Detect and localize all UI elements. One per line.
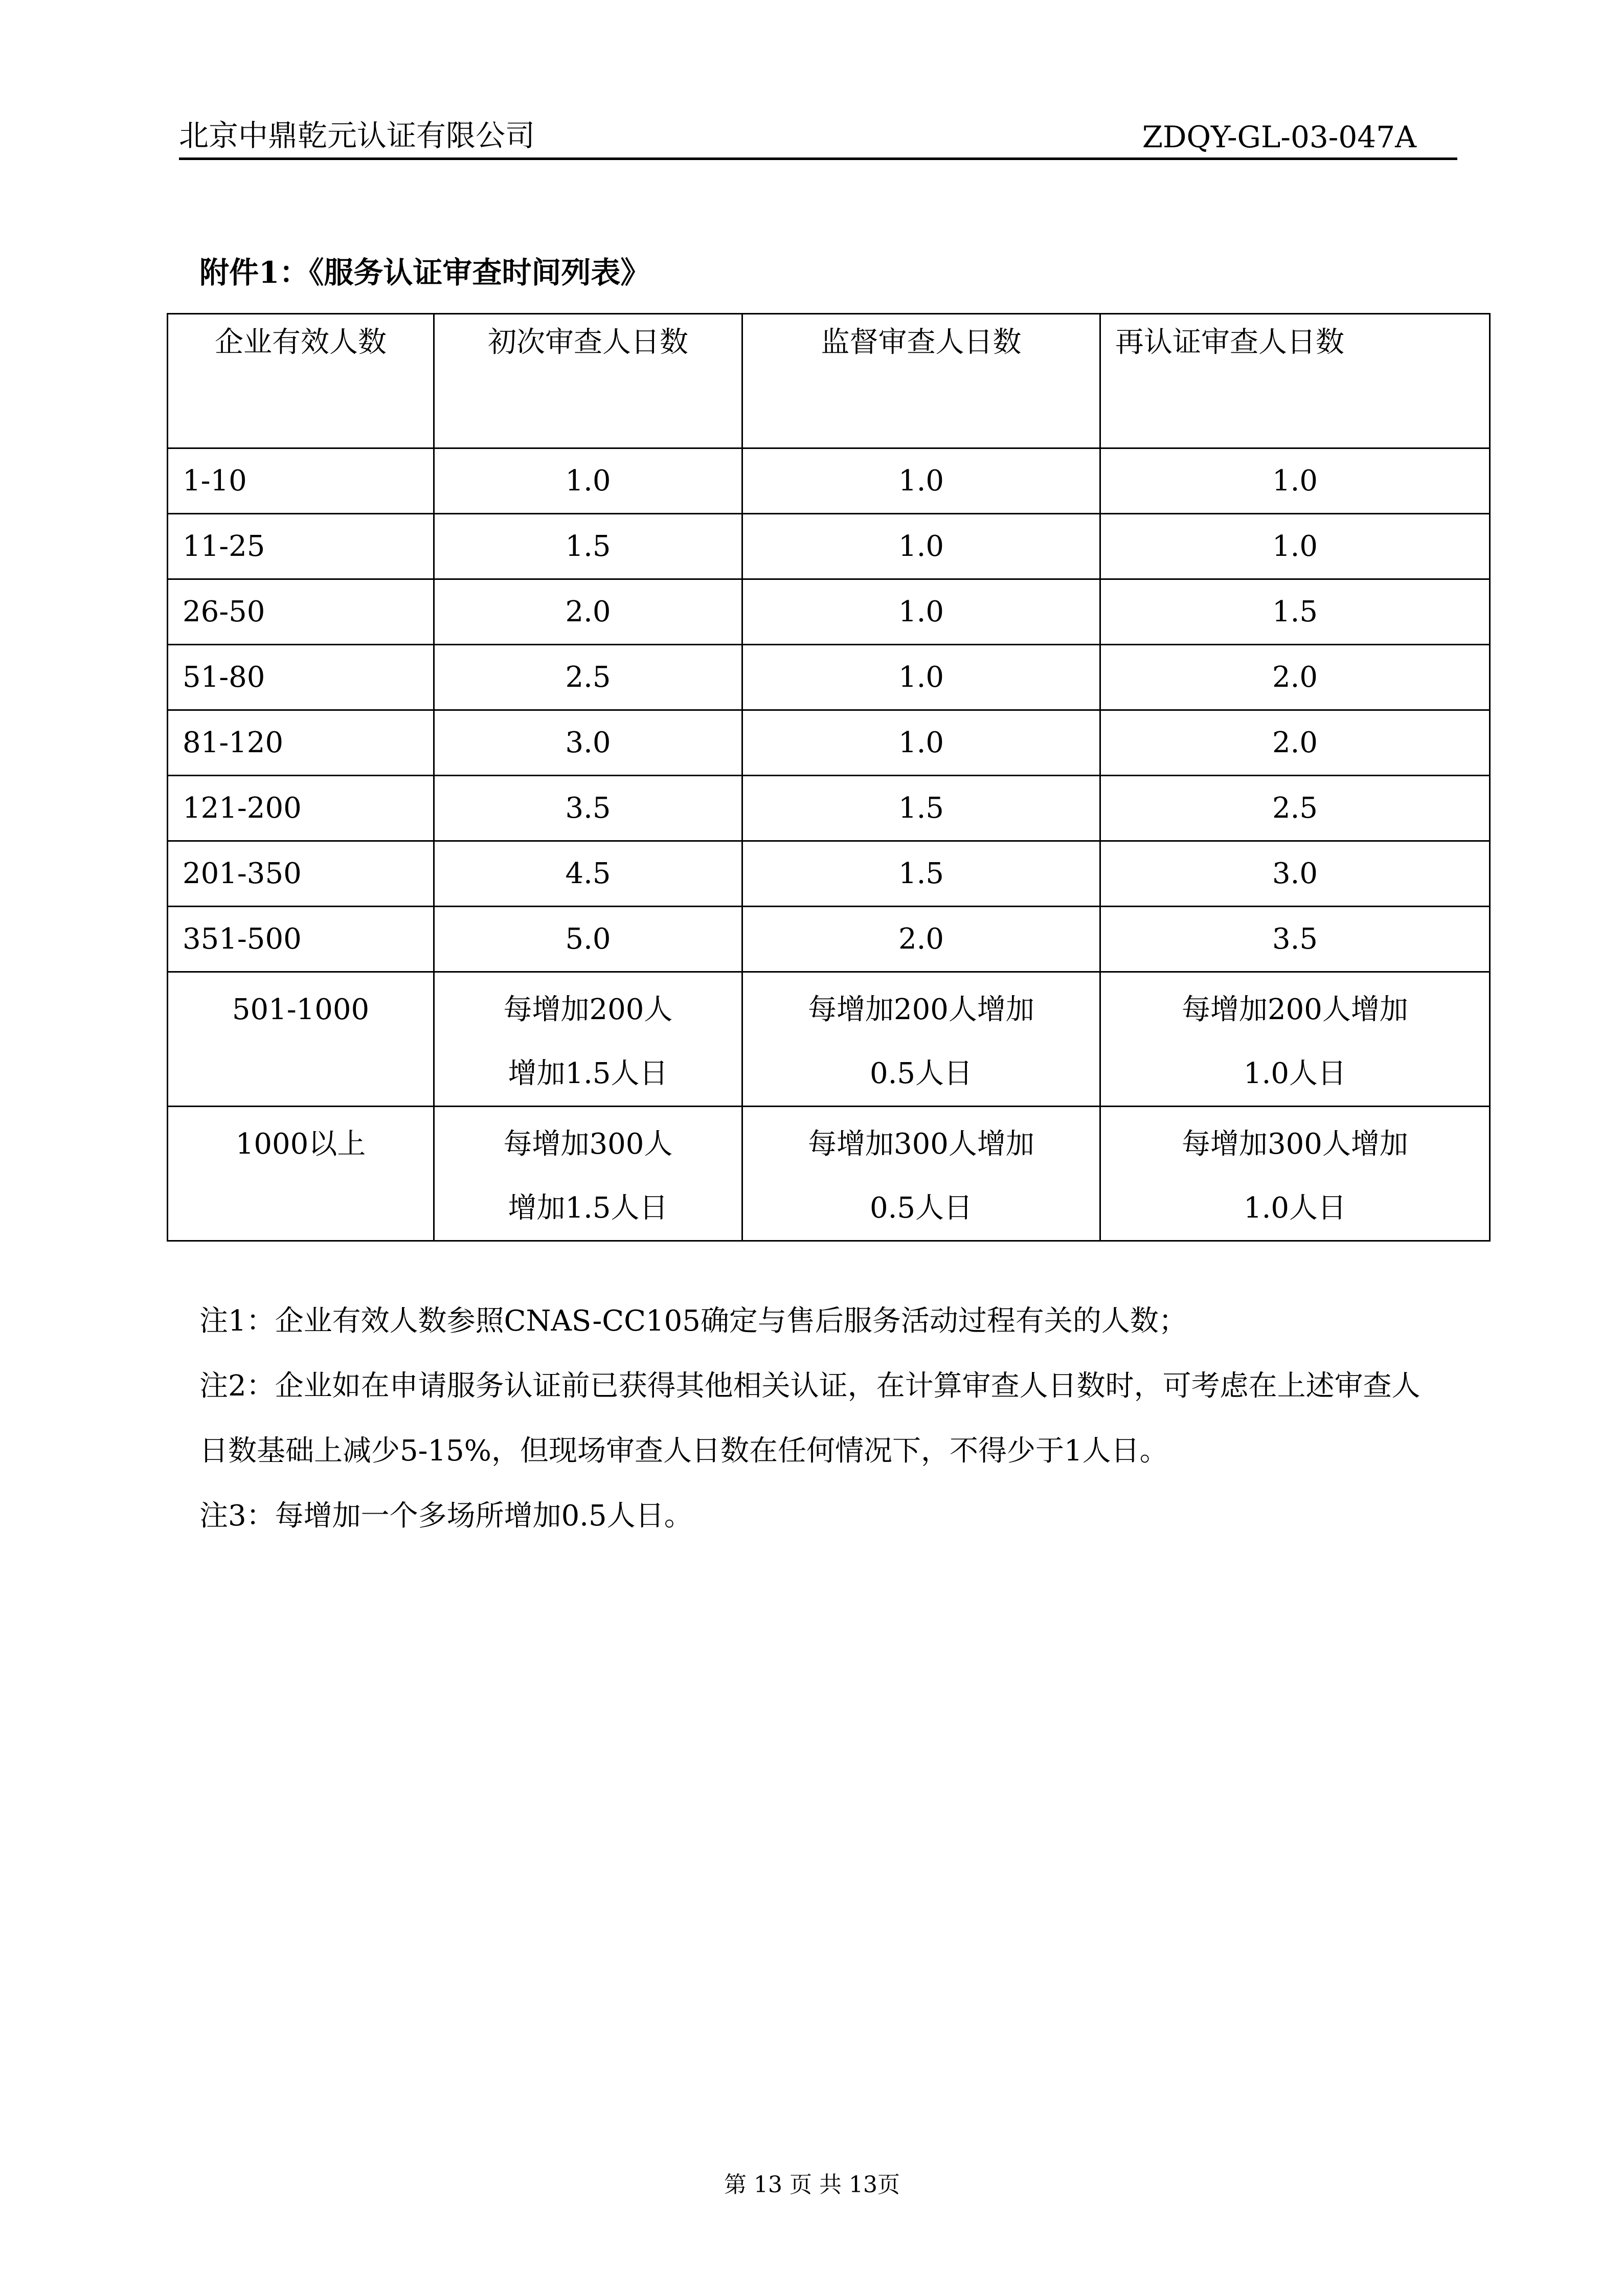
cell-range: 51-80 <box>168 645 434 710</box>
cell-recert <box>1100 1107 1490 1241</box>
cell-recert: 3.5 <box>1100 907 1490 972</box>
cell-surveillance: 1.0 <box>742 579 1100 645</box>
cell-recert: 2.0 <box>1100 645 1490 710</box>
cell-surveillance <box>742 972 1100 1107</box>
cell-surveillance: 1.0 <box>742 514 1100 579</box>
cell-surveillance: 1.0 <box>742 645 1100 710</box>
cell-initial: 1.5 <box>434 514 742 579</box>
cell-initial: 4.5 <box>434 841 742 907</box>
note-3: 注3：每增加一个多场所增加0.5人日。 <box>199 1499 693 1533</box>
table-row <box>168 710 1490 776</box>
cell-initial: 3.5 <box>434 776 742 841</box>
column-header: 初次审查人日数 <box>434 314 742 448</box>
cell-line: 0.5人日 <box>869 1057 973 1090</box>
cell-line: 1.0人日 <box>1243 1191 1347 1225</box>
attachment-title: 附件1：《服务认证审查时间列表》 <box>199 255 650 290</box>
table-row <box>168 514 1490 579</box>
cell-range: 1000以上 <box>168 1107 434 1241</box>
table-row <box>168 972 1490 1107</box>
cell-recert: 1.0 <box>1100 448 1490 514</box>
cell-initial: 2.0 <box>434 579 742 645</box>
cell-line: 每增加200人 <box>503 993 673 1026</box>
cell-range: 351-500 <box>168 907 434 972</box>
cell-line: 每增加200人增加 <box>1182 993 1408 1026</box>
table-row <box>168 841 1490 907</box>
cell-line: 0.5人日 <box>869 1191 973 1225</box>
cell-recert: 2.5 <box>1100 776 1490 841</box>
cell-range: 81-120 <box>168 710 434 776</box>
note-2: 注2：企业如在申请服务认证前已获得其他相关认证，在计算审查人日数时，可考虑在上述审查人日数基础上减少5-15%，但现场审查人日数在任何情况下，不得少于1人日。 <box>199 1369 1420 1468</box>
cell-recert <box>1100 972 1490 1107</box>
table-row <box>168 1107 1490 1241</box>
cell-range: 501-1000 <box>168 972 434 1107</box>
cell-recert: 1.0 <box>1100 514 1490 579</box>
cell-initial: 3.0 <box>434 710 742 776</box>
cell-initial <box>434 1107 742 1241</box>
company-name: 北京中鼎乾元认证有限公司 <box>179 118 535 153</box>
cell-range: 201-350 <box>168 841 434 907</box>
cell-recert: 2.0 <box>1100 710 1490 776</box>
cell-recert: 1.5 <box>1100 579 1490 645</box>
table-row <box>168 579 1490 645</box>
document-code: ZDQY-GL-03-047A <box>1142 120 1416 154</box>
page-header <box>179 118 1457 160</box>
cell-initial <box>434 972 742 1107</box>
cell-line: 增加1.5人日 <box>508 1057 668 1090</box>
column-header: 再认证审查人日数 <box>1100 314 1490 448</box>
cell-line: 每增加300人增加 <box>808 1128 1034 1161</box>
cell-recert: 3.0 <box>1100 841 1490 907</box>
cell-initial: 1.0 <box>434 448 742 514</box>
cell-range: 26-50 <box>168 579 434 645</box>
table-row <box>168 776 1490 841</box>
cell-line: 每增加200人增加 <box>808 993 1034 1026</box>
cell-surveillance: 1.0 <box>742 448 1100 514</box>
cell-surveillance: 1.0 <box>742 710 1100 776</box>
cell-surveillance: 2.0 <box>742 907 1100 972</box>
cell-range: 121-200 <box>168 776 434 841</box>
table-row <box>168 645 1490 710</box>
table-row <box>168 448 1490 514</box>
cell-surveillance: 1.5 <box>742 841 1100 907</box>
table-header-row <box>168 314 1490 448</box>
cell-line: 每增加300人 <box>503 1128 673 1161</box>
audit-time-table <box>167 313 1491 1242</box>
table-row <box>168 907 1490 972</box>
cell-line: 每增加300人增加 <box>1182 1128 1408 1161</box>
note-1: 注1：企业有效人数参照CNAS-CC105确定与售后服务活动过程有关的人数； <box>199 1304 1187 1338</box>
page-number: 第 13 页 共 13页 <box>724 2172 900 2198</box>
cell-initial: 2.5 <box>434 645 742 710</box>
cell-initial: 5.0 <box>434 907 742 972</box>
cell-surveillance: 1.5 <box>742 776 1100 841</box>
cell-surveillance <box>742 1107 1100 1241</box>
cell-line: 增加1.5人日 <box>508 1191 668 1225</box>
notes <box>199 1289 1427 1548</box>
cell-line: 1.0人日 <box>1243 1057 1347 1090</box>
cell-range: 11-25 <box>168 514 434 579</box>
column-header: 监督审查人日数 <box>742 314 1100 448</box>
cell-range: 1-10 <box>168 448 434 514</box>
column-header: 企业有效人数 <box>168 314 434 448</box>
